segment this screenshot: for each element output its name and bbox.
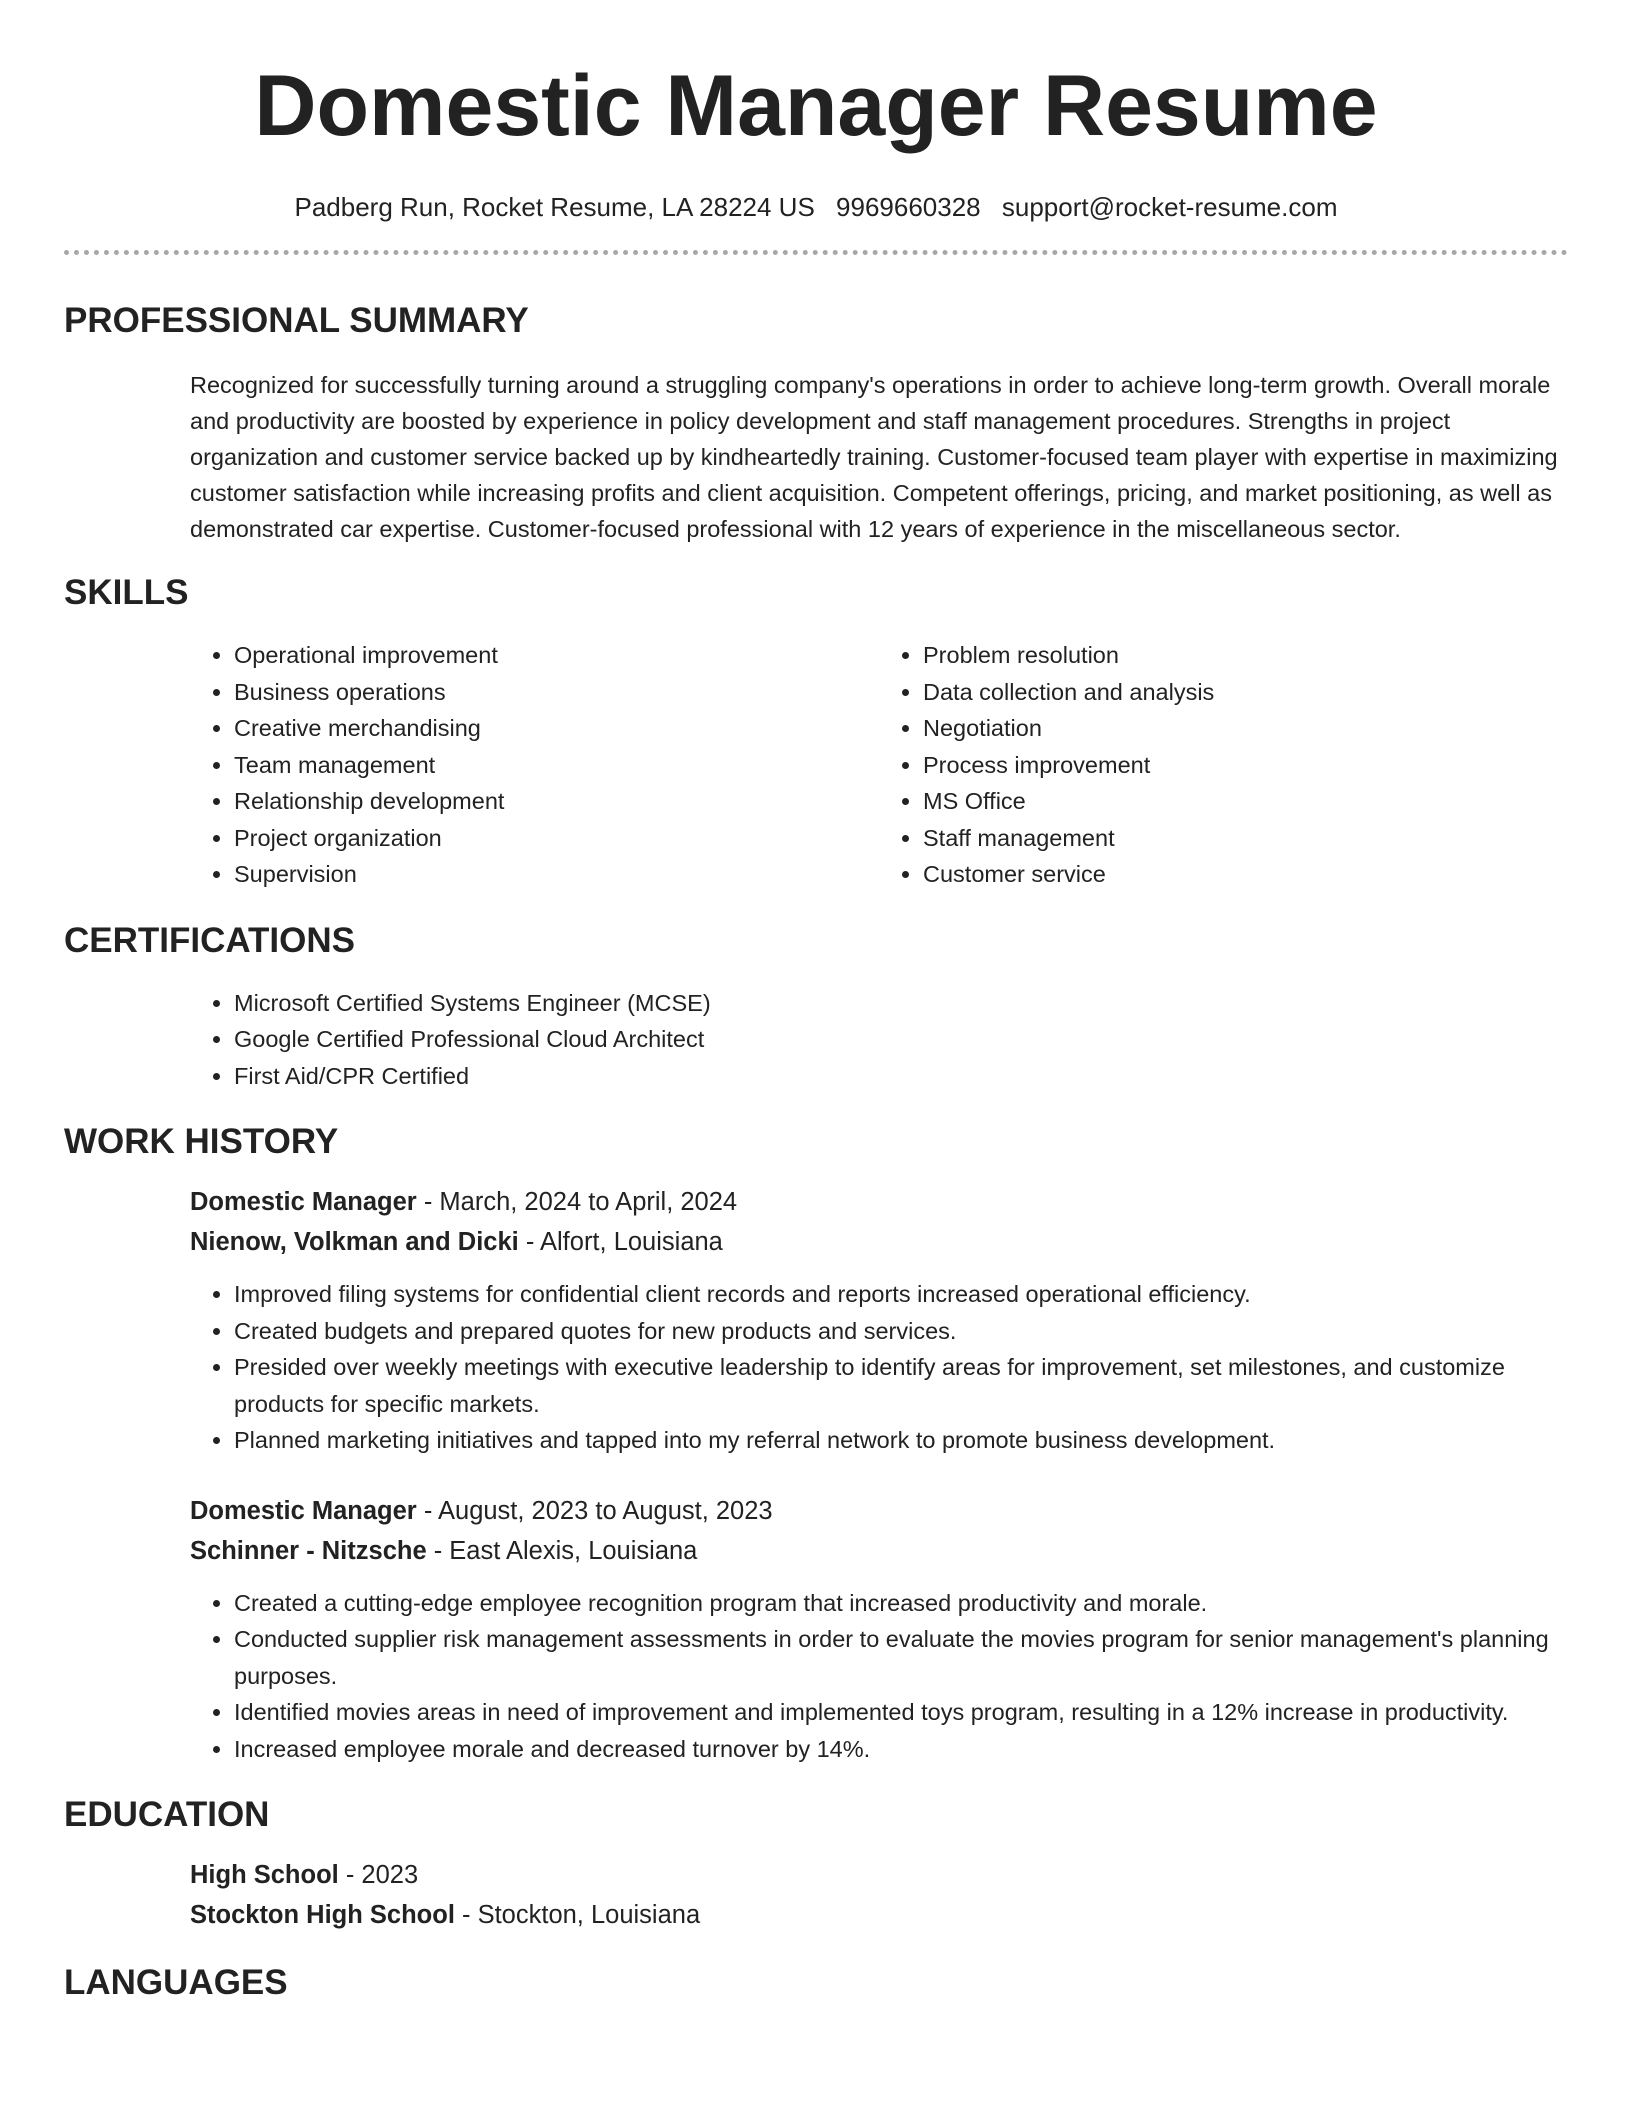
education-heading: EDUCATION xyxy=(64,1795,270,1834)
summary-text: Recognized for successfully turning around a struggling company's operations in order to achieve long-term growth. Overall morale and productivity are boosted by experience in policy development and staff management procedures. Strengths in project organization and customer service backed up by kindheartedly training. Customer-focused team player with expertise in maximizing customer satisfaction while increasing profits and client acquisition. Competent offerings, pricing, and market positioning, as well as demonstrated car expertise. Customer-focused professional with 12 years of experience in the miscellaneous sector. xyxy=(190,372,1558,542)
skills-column-right xyxy=(879,637,1568,893)
contact-phone: 9969660328 xyxy=(836,192,981,222)
skill-item: • Data collection and analysis xyxy=(923,674,1568,711)
skill-item: • Project organization xyxy=(234,820,879,857)
education-location: - Stockton, Louisiana xyxy=(454,1901,701,1929)
job-company-line xyxy=(190,1222,1568,1262)
job-title-line xyxy=(190,1491,1568,1531)
contact-email: support@rocket-resume.com xyxy=(1001,192,1338,222)
job-bullet: • Planned marketing initiatives and tapped into my referral network to promote business development. xyxy=(234,1422,1568,1459)
languages-heading: LANGUAGES xyxy=(64,1963,288,2002)
job-bullet: • Conducted supplier risk management assessments in order to evaluate the movies program for senior management's planning purposes. xyxy=(234,1621,1568,1694)
contact-address: Padberg Run, Rocket Resume, LA 28224 US xyxy=(294,192,815,222)
job-title: Domestic Manager xyxy=(190,1188,417,1216)
education-school: Stockton High School xyxy=(190,1901,455,1929)
job-dates: - March, 2024 to April, 2024 xyxy=(416,1188,738,1216)
job-location: - Alfort, Louisiana xyxy=(518,1228,723,1256)
resume-title: Domestic Manager Resume xyxy=(254,58,1378,154)
skill-item: • Customer service xyxy=(923,856,1568,893)
job-bullet: • Increased employee morale and decreased turnover by 14%. xyxy=(234,1731,1568,1768)
job-title: Domestic Manager xyxy=(190,1496,417,1525)
education-entry xyxy=(190,1855,1568,1935)
skill-item: • Staff management xyxy=(923,820,1568,857)
skill-item: • Process improvement xyxy=(923,747,1568,784)
job-company: Nienow, Volkman and Dicki xyxy=(190,1228,519,1256)
certification-item: • First Aid/CPR Certified xyxy=(234,1058,1568,1095)
skills-list xyxy=(190,637,1568,893)
skill-item: • Supervision xyxy=(234,856,879,893)
job-dates: - August, 2023 to August, 2023 xyxy=(416,1496,773,1525)
certification-item: • Google Certified Professional Cloud Architect xyxy=(234,1021,1568,1058)
job-bullet: • Presided over weekly meetings with executive leadership to identify areas for improvement, set milestones, and customize products for specific markets. xyxy=(234,1349,1568,1422)
work-history-heading: WORK HISTORY xyxy=(64,1122,339,1161)
certifications-list xyxy=(190,985,1568,1095)
job-company-line xyxy=(190,1531,1568,1571)
contact-line xyxy=(0,192,1632,222)
job-bullet: • Identified movies areas in need of improvement and implemented toys program, resulting in a 12% increase in productivity. xyxy=(234,1694,1568,1731)
job-bullets xyxy=(190,1276,1568,1459)
job-bullet: • Created a cutting-edge employee recognition program that increased productivity and morale. xyxy=(234,1585,1568,1622)
skill-item: • Creative merchandising xyxy=(234,710,879,747)
job-entry xyxy=(190,1182,1568,1459)
skill-item: • Team management xyxy=(234,747,879,784)
skill-item: • Business operations xyxy=(234,674,879,711)
skill-item: • Problem resolution xyxy=(923,637,1568,674)
certifications-heading: CERTIFICATIONS xyxy=(64,920,356,960)
job-company: Schinner - Nitzsche xyxy=(190,1536,427,1565)
job-location: - East Alexis, Louisiana xyxy=(426,1536,698,1565)
education-year: - 2023 xyxy=(338,1861,419,1889)
skills-column-left xyxy=(190,637,879,893)
job-entry xyxy=(190,1491,1568,1768)
education-degree: High School xyxy=(190,1861,339,1889)
skills-heading: SKILLS xyxy=(64,573,189,612)
summary-heading: PROFESSIONAL SUMMARY xyxy=(64,301,529,340)
skill-item: • Operational improvement xyxy=(234,637,879,674)
education-degree-line xyxy=(190,1855,1568,1895)
job-title-line xyxy=(190,1182,1568,1222)
skill-item: • Negotiation xyxy=(923,710,1568,747)
education-school-line xyxy=(190,1895,1568,1935)
job-bullets xyxy=(190,1585,1568,1768)
certification-item: • Microsoft Certified Systems Engineer (MCSE) xyxy=(234,985,1568,1022)
skill-item: • MS Office xyxy=(923,783,1568,820)
header-divider xyxy=(64,250,1568,255)
job-bullet: • Created budgets and prepared quotes for new products and services. xyxy=(234,1313,1568,1350)
skill-item: • Relationship development xyxy=(234,783,879,820)
job-bullet: • Improved filing systems for confidential client records and reports increased operational efficiency. xyxy=(234,1276,1568,1313)
